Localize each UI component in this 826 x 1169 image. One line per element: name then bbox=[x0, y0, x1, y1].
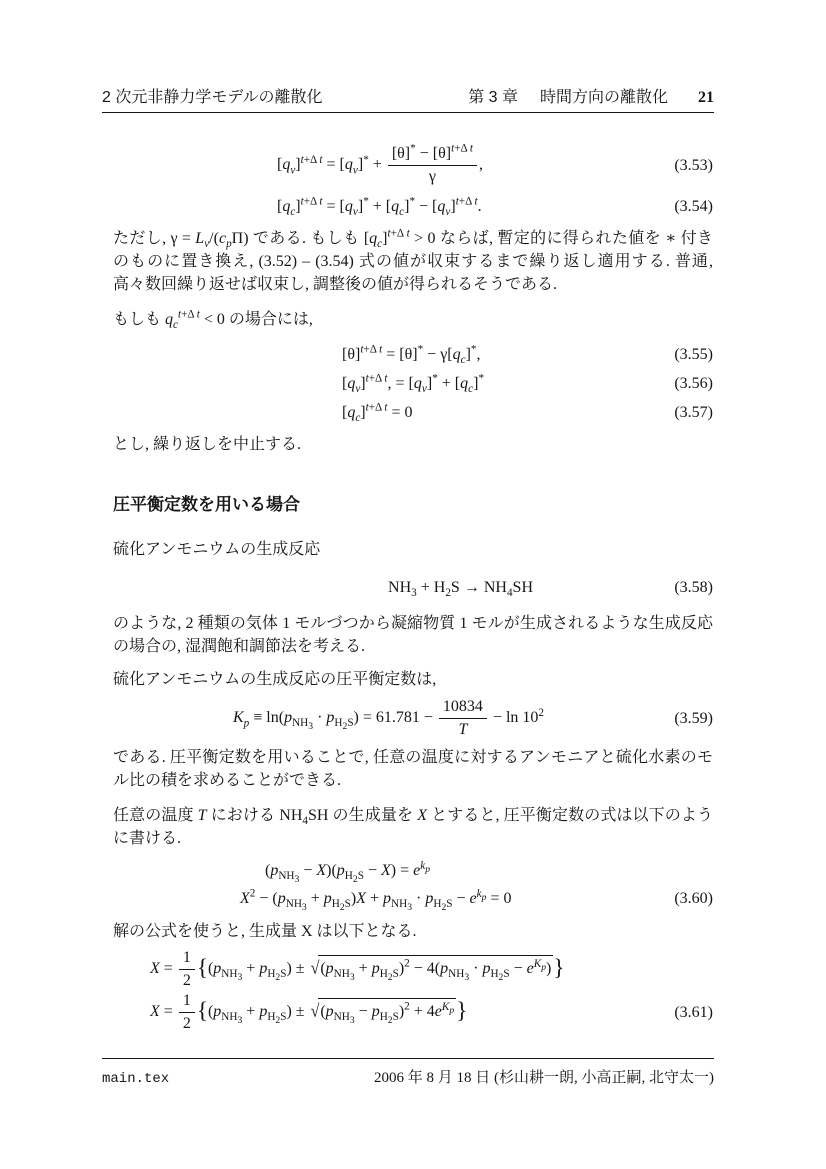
header-section-title: 2 次元非静力学モデルの離散化 bbox=[102, 89, 323, 106]
section-heading-equilibrium: 圧平衡定数を用いる場合 bbox=[113, 495, 300, 514]
equation-358-number: (3.58) bbox=[674, 579, 713, 596]
equation-360-line1 bbox=[113, 859, 713, 886]
equation-361-line2-body: X = $\frac{1}{2}$ $\{(p_{NH_3} + p_{H_2S}) \pm √(p_{NH_3} - p_{H_2S})^2 + 4e^{K_p}\}$ bbox=[150, 992, 468, 1032]
header-chapter-label: 第 3 章 bbox=[468, 89, 518, 106]
equation-361-line1-body: X = $\frac{1}{2}$ $\{(p_{NH_3} + p_{H_2S}) \pm √(p_{NH_3} + p_{H_2S})^2 - 4(p_{NH_3} \cdot p_{H_2S} - e^{K_p})\}$ bbox=[150, 949, 565, 989]
equation-356 bbox=[113, 372, 713, 396]
equation-361-line1 bbox=[113, 948, 713, 991]
equation-360-line2 bbox=[113, 887, 713, 914]
equation-354-body: $[q_c]^{t+\Delta t} = [q_v]^* + [q_c]^* - [q_v]^{t+\Delta t}$. bbox=[277, 195, 482, 219]
equation-354 bbox=[113, 195, 713, 219]
equation-358 bbox=[113, 576, 713, 600]
equation-361-line2 bbox=[113, 991, 713, 1034]
para-negative-case: もしも $q_c^{t+\Delta t} < 0$ の場合には, bbox=[113, 308, 313, 332]
para-kp-desc: である. 圧平衡定数を用いることで, 任意の温度に対するアンモニアと硫化水素のモル比の積を求めることができる. bbox=[113, 749, 713, 789]
equation-361-number: (3.61) bbox=[674, 1003, 713, 1021]
equation-359 bbox=[113, 697, 713, 740]
equation-354-number: (3.54) bbox=[674, 198, 713, 215]
equation-356-number: (3.56) bbox=[674, 375, 713, 392]
equation-356-body: $[q_v]^{t+\Delta t}$, = $[q_v]^* + [q_c]^*$ bbox=[342, 372, 485, 396]
equation-360-line1-body: $(p_{NH_3} - X)(p_{H_2S} - X) = e^{k_p}$ bbox=[265, 859, 430, 886]
footer-date-authors: 2006 年 8 月 18 日 (杉山耕一朗, 小高正嗣, 北守太一) bbox=[374, 1070, 714, 1086]
equation-357-number: (3.57) bbox=[674, 404, 713, 421]
equation-353-body: $[q_v]^{t+\Delta t} = [q_v]^*$ + $\frac{[\theta]^* - [\theta]^{t+\Delta t}}{\gamma}$ , bbox=[277, 142, 483, 185]
para-reaction-intro: 硫化アンモニウムの生成反応 bbox=[113, 541, 321, 558]
header-right-group bbox=[468, 84, 714, 107]
page-header bbox=[102, 84, 714, 113]
para-x-definition: 任意の温度 T における $NH_4SH$ の生成量を X とすると, 圧平衡定数の式は以下のように書ける. bbox=[113, 807, 713, 847]
equation-355-number: (3.55) bbox=[674, 346, 713, 363]
equation-355-body: $[\theta]^{t+\Delta t} = [\theta]^* - \gamma[q_c]^*$, bbox=[342, 343, 481, 367]
equation-353 bbox=[113, 144, 713, 187]
footer-filename: main.tex bbox=[102, 1071, 170, 1087]
para-stop-iteration: とし, 繰り返しを中止する. bbox=[113, 436, 302, 453]
para-reaction-desc: のような, 2 種類の気体 1 モルづつから凝縮物質 1 モルが生成されるような生成反応の場合の, 湿潤飽和調節法を考える. bbox=[113, 615, 713, 655]
equation-358-body: $NH_3 + H_2S \to NH_4SH$ bbox=[388, 579, 533, 600]
equation-360-number: (3.60) bbox=[674, 890, 713, 907]
equation-357 bbox=[113, 401, 713, 425]
page-footer bbox=[102, 1058, 714, 1087]
equation-359-body: $K_p \equiv \ln(p_{NH_3} \cdot p_{H_2S}) = 61.781$ − $\frac{10834}{T}$ − $\ln 10^2$ bbox=[233, 698, 544, 738]
equation-360-line2-body: $X^2 - (p_{NH_3} + p_{H_2S})X + p_{NH_3} \cdot p_{H_2S} - e^{k_p} = 0$ bbox=[240, 887, 512, 914]
para-solution-formula: 解の公式を使うと, 生成量 X は以下となる. bbox=[113, 923, 417, 940]
equation-359-number: (3.59) bbox=[674, 709, 713, 727]
equation-355 bbox=[113, 343, 713, 367]
para-gamma-condition: ただし, $\gamma = L_v/(c_p\Pi)$ である. もしも $[q_c]^{t+\Delta t} > 0$ ならば, 暫定的に得られた値を ∗ 付きのものに置き換え, (3.52) – (3.54) 式の値が収束するまで繰り返し適用する. 普通, 高々数回繰り返せば収束し, 調整後の値が得られるそうである. bbox=[113, 227, 713, 293]
header-page-number: 21 bbox=[698, 89, 714, 106]
equation-357-body: $[q_c]^{t+\Delta t} = 0$ bbox=[342, 401, 413, 425]
para-kp-intro: 硫化アンモニウムの生成反応の圧平衡定数は, bbox=[113, 671, 437, 688]
header-chapter-title: 時間方向の離散化 bbox=[539, 89, 668, 106]
equation-353-number: (3.53) bbox=[674, 156, 713, 174]
page-body bbox=[113, 132, 713, 1034]
